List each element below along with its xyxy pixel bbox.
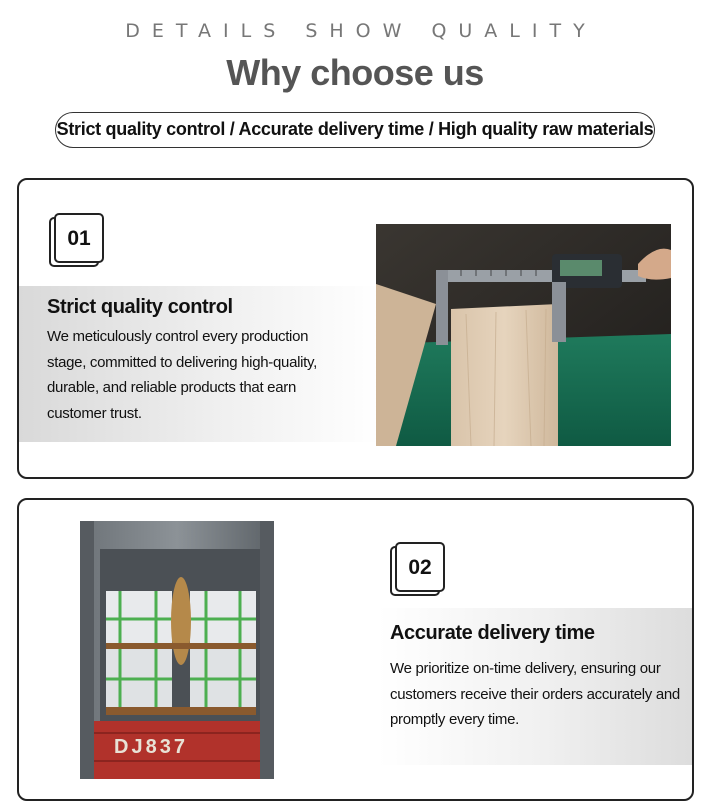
feature-card-quality	[17, 178, 694, 479]
loaded-shipping-container-photo	[80, 521, 274, 779]
number-label: 01	[54, 213, 104, 263]
container-number-text: DJ837	[114, 736, 188, 758]
number-badge	[390, 542, 446, 598]
feature-card-delivery	[17, 498, 694, 801]
eyebrow-text: DETAILS SHOW QUALITY	[125, 20, 597, 42]
feature-description: We prioritize on-time delivery, ensuring our customers receive their orders accurately and promptly every time.	[390, 660, 680, 728]
feature-heading: Accurate delivery time	[390, 622, 595, 644]
feature-text-panel	[19, 286, 379, 442]
tagline-pill: Strict quality control / Accurate delivery time / High quality raw materials	[55, 112, 655, 148]
feature-heading: Strict quality control	[47, 296, 233, 318]
feature-description: We meticulously control every production stage, committed to delivering high-quality, durable, and reliable products that earn customer trust.	[47, 328, 317, 422]
caliper-measuring-plank-photo	[376, 224, 671, 446]
feature-text-panel	[378, 608, 694, 765]
number-label: 02	[395, 542, 445, 592]
section-title: Why choose us	[226, 52, 484, 93]
number-badge	[49, 213, 105, 269]
